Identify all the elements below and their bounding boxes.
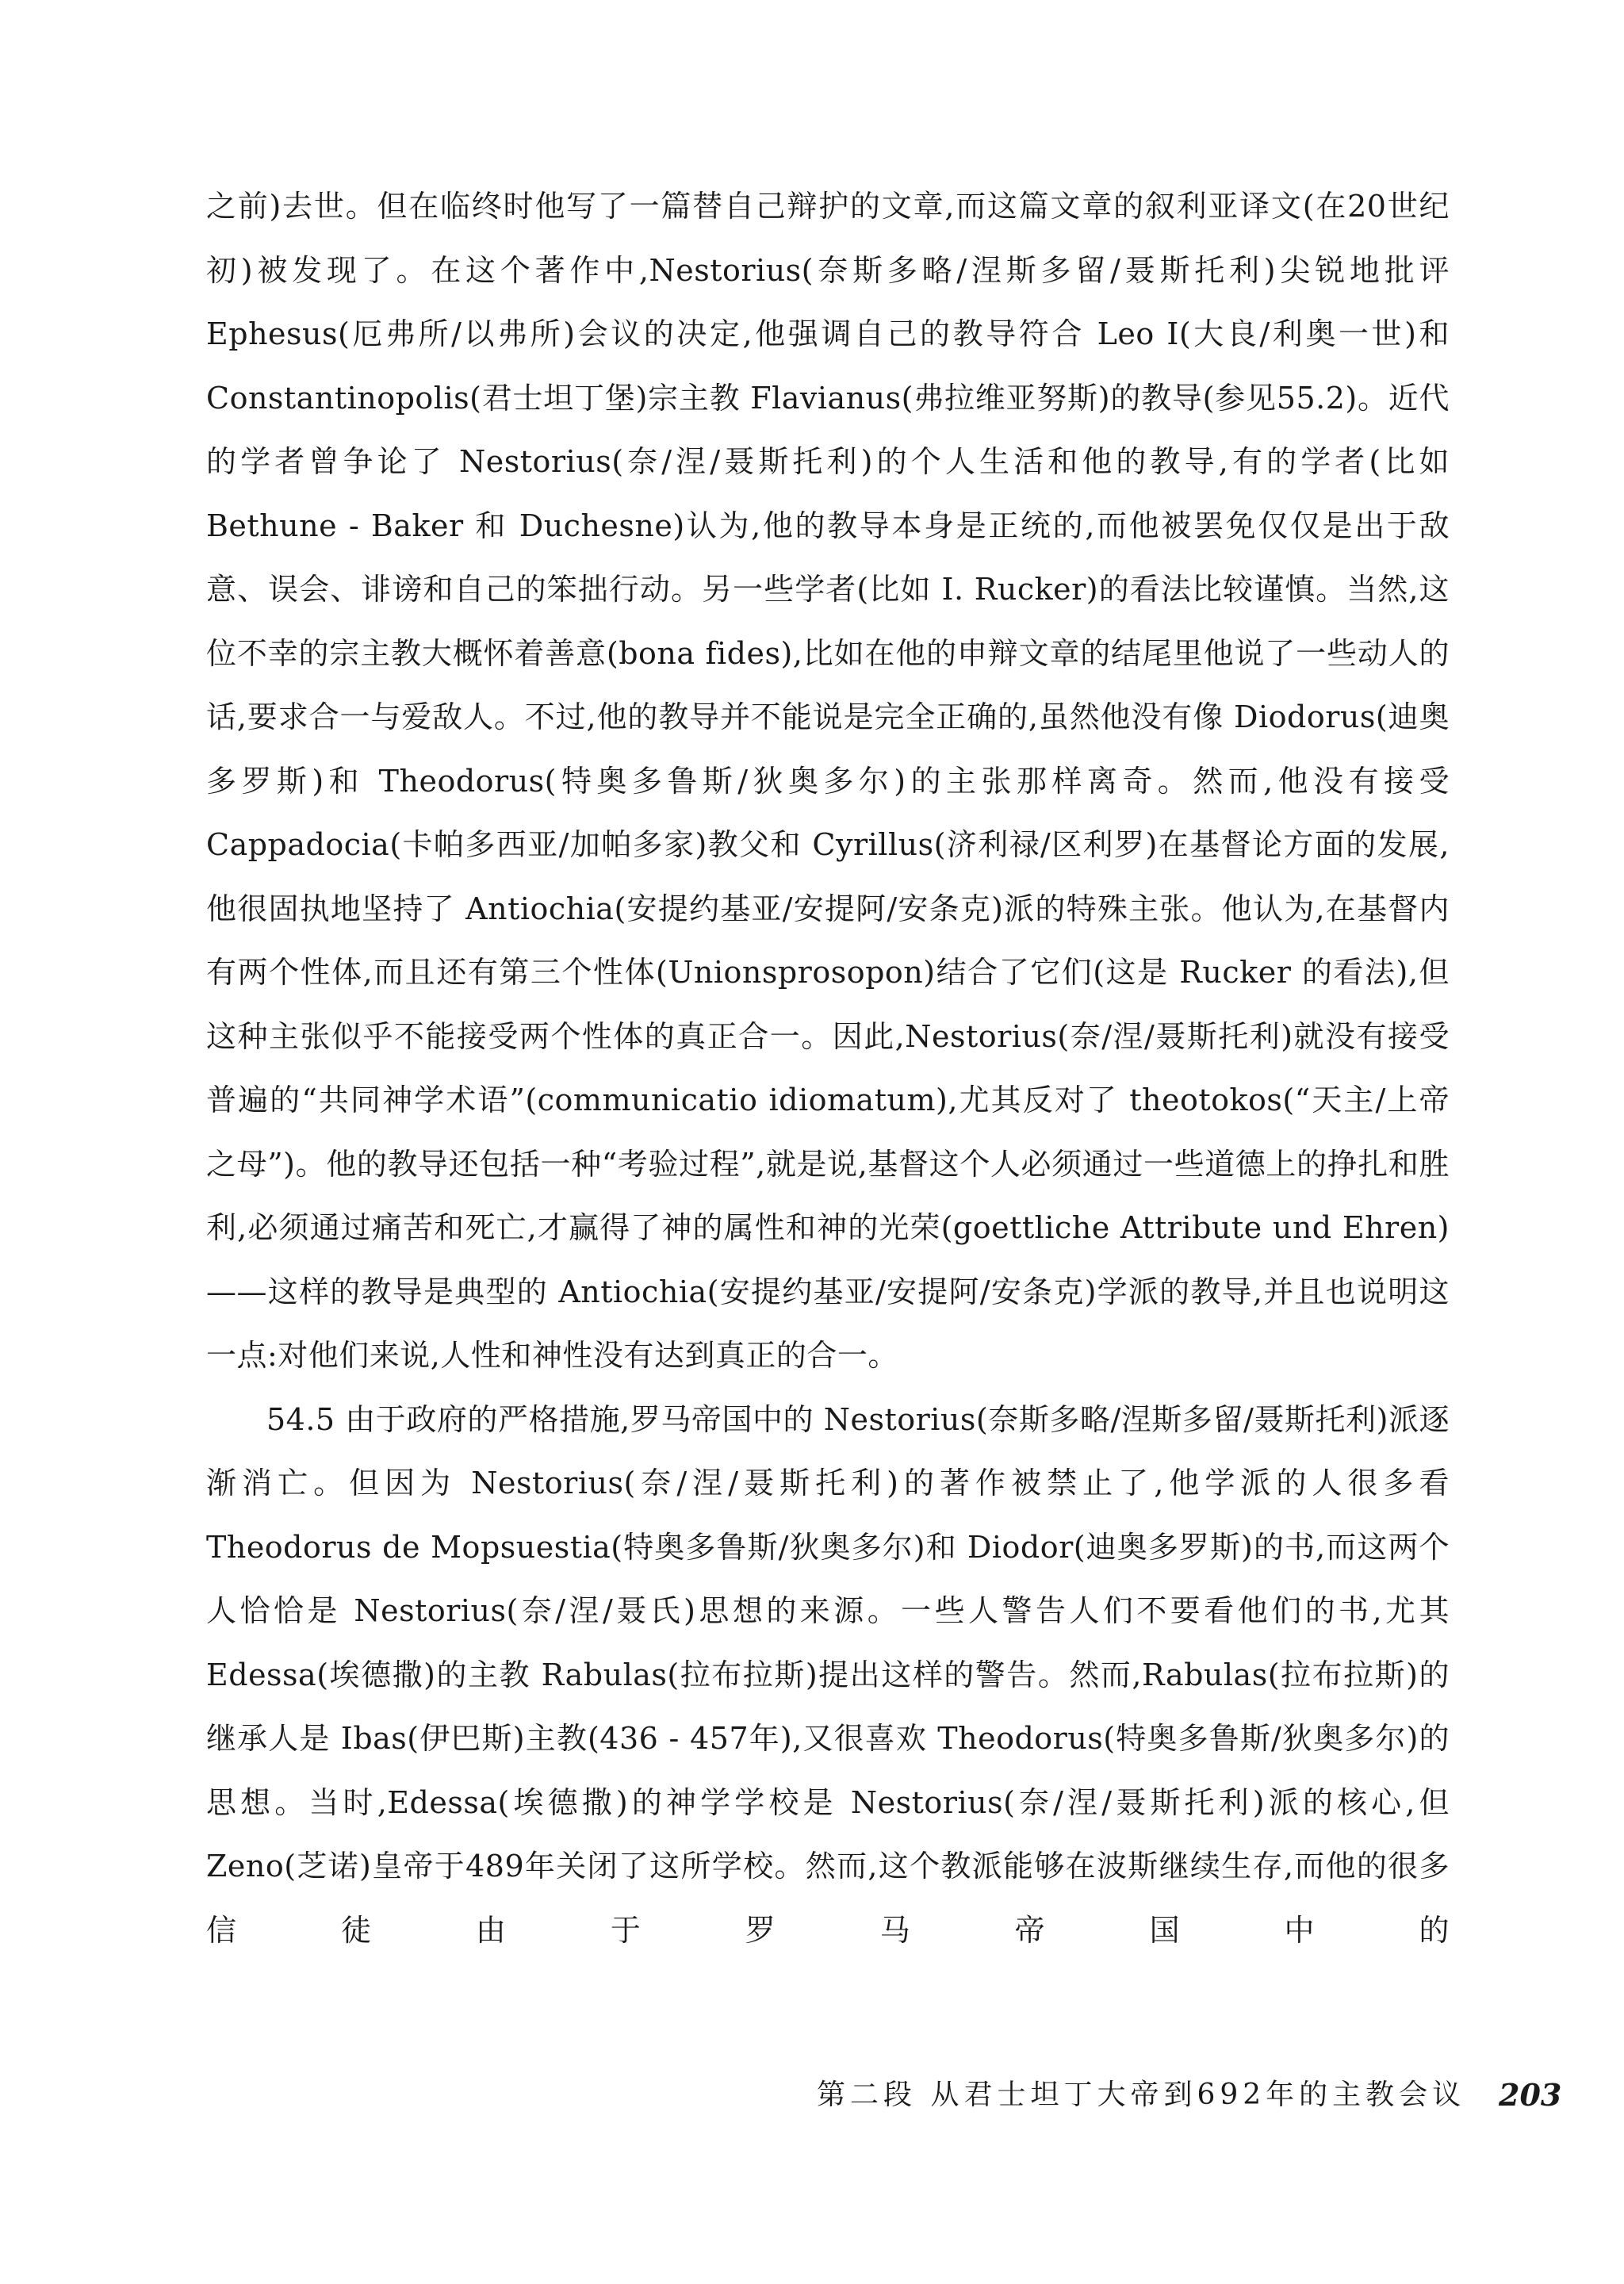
page-footer bbox=[817, 2071, 1562, 2119]
paragraph-2: 54.5 由于政府的严格措施,罗马帝国中的 Nestorius(奈斯多略/涅斯多留/聂斯托利)派逐渐消亡。但因为 Nestorius(奈/涅/聂斯托利)的著作被禁止了,他学派的人很多看 Theodorus de Mopsuestia(特奥多鲁斯/狄奥多尔)和 Diodor(迪奥多罗斯)的书,而这两个人恰恰是 Nestorius(奈/涅/聂氏)思想的来源。一些人警告人们不要看他们的书,尤其 Edessa(埃德撒)的主教 Rabulas(拉布拉斯)提出这样的警告。然而,Rabulas(拉布拉斯)的继承人是 Ibas(伊巴斯)主教(436 - 457年),又很喜欢 Theodorus(特奥多鲁斯/狄奥多尔)的思想。当时,Edessa(埃德撒)的神学学校是 Nestorius(奈/涅/聂斯托利)派的核心,但 Zeno(芝诺)皇帝于489年关闭了这所学校。然而,这个教派能够在波斯继续生存,而他的很多信徒由于罗马帝国中的 bbox=[206, 1401, 1450, 1948]
paragraph-1: 之前)去世。但在临终时他写了一篇替自己辩护的文章,而这篇文章的叙利亚译文(在20世纪初)被发现了。在这个著作中,Nestorius(奈斯多略/涅斯多留/聂斯托利)尖锐地批评 Ephesus(厄弗所/以弗所)会议的决定,他强调自己的教导符合 Leo I(大良/利奥一世)和 Constantinopolis(君士坦丁堡)宗主教 Flavianus(弗拉维亚努斯)的教导(参见55.2)。近代的学者曾争论了 Nestorius(奈/涅/聂斯托利)的个人生活和他的教导,有的学者(比如 Bethune - Baker 和 Duchesne)认为,他的教导本身是正统的,而他被罢免仅仅是出于敌意、误会、诽谤和自己的笨拙行动。另一些学者(比如 I. Rucker)的看法比较谨慎。当然,这位不幸的宗主教大概怀着善意(bona fides),比如在他的申辩文章的结尾里他说了一些动人的话,要求合一与爱敌人。不过,他的教导并不能说是完全正确的,虽然他没有像 Diodorus(迪奥多罗斯)和 Theodorus(特奥多鲁斯/狄奥多尔)的主张那样离奇。然而,他没有接受 Cappadocia(卡帕多西亚/加帕多家)教父和 Cyrillus(济利禄/区利罗)在基督论方面的发展,他很固执地坚持了 Antiochia(安提约基亚/安提阿/安条克)派的特殊主张。他认为,在基督内有两个性体,而且还有第三个性体(Unionsprosopon)结合了它们(这是 Rucker 的看法),但这种主张似乎不能接受两个性体的真正合一。因此,Nestorius(奈/涅/聂斯托利)就没有接受普遍的“共同神学术语”(communicatio idiomatum),尤其反对了 theotokos(“天主/上帝之母”)。他的教导还包括一种“考验过程”,就是说,基督这个人必须通过一些道德上的挣扎和胜利,必须通过痛苦和死亡,才赢得了神的属性和神的光荣(goettliche Attribute und Ehren)——这样的教导是典型的 Antiochia(安提约基亚/安提阿/安条克)学派的教导,并且也说明这一点:对他们来说,人性和神性没有达到真正的合一。 bbox=[206, 189, 1450, 1373]
running-title: 第二段 从君士坦丁大帝到692年的主教会议 bbox=[817, 2079, 1466, 2111]
page-number: 203 bbox=[1499, 2077, 1562, 2113]
body-text bbox=[206, 174, 1450, 1962]
